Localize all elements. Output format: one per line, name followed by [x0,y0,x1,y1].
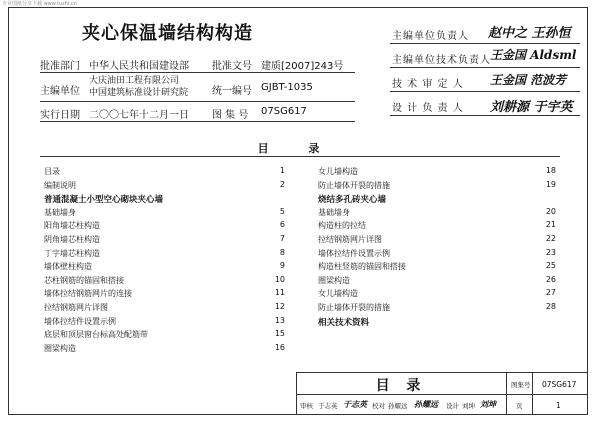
toc-entry-page: 1 [279,166,285,175]
editor-label: 主编单位 [40,86,80,97]
toc-entry-page: 15 [274,329,285,339]
role-rule [390,43,580,44]
toc-entry-page: 26 [545,274,556,284]
design-signature: 刘坤 [480,399,496,409]
toc-entry-page: 5 [279,206,285,216]
role-tech-reviewer: 技 术 审 定 人 [392,79,464,90]
approve-doc-label: 批准文号 [212,61,252,72]
toc-heading: 目 录 [257,142,338,155]
info-rule [40,121,355,122]
role-rule [390,67,580,68]
toc-entry-page: 28 [545,302,556,311]
toc-entry-page: 27 [545,288,556,298]
page-value: 1 [556,401,561,410]
toc-entry-title: 构造柱的拉结 [318,221,366,231]
toc-entry-page: 16 [274,342,285,352]
toc-entry-title: 阴角墙芯柱构造 [44,235,100,244]
toc-entry-title: 芯柱钢筋的锚固和搭接 [44,275,124,285]
toc-entry-title: 防止墙体开裂的措施 [318,303,390,312]
role-chief-tech-head: 主编单位技术负责人 [392,55,491,66]
code-value: GJBT-1035 [261,82,313,93]
toc-entry-page: 2 [279,179,285,189]
info-rule [40,101,355,102]
info-rule [40,72,355,73]
toc-entry-page: 11 [274,288,285,298]
check-label: 校对 [372,402,385,410]
toc-entry-title: 圈梁构造 [318,275,350,285]
toc-rule [40,156,560,157]
toc-entry-page: 21 [545,220,556,230]
toc-entry-page: 18 [545,166,556,175]
toc-entry-page: 9 [279,261,285,271]
code-label: 统一编号 [212,86,252,97]
toc-entry-page: 10 [274,274,285,284]
signature: 刘耕源 于宇英 [490,100,573,115]
titleblock-atlas-value: 07SG617 [542,380,577,389]
role-chief-unit-head: 主编单位负责人 [392,31,469,42]
approve-doc-value: 建质[2007]243号 [261,61,344,72]
toc-entry-title: 基础墙身 [44,207,76,217]
toc-entry-title: 编制说明 [44,180,76,190]
editor-line-1: 大庆油田工程有限公司 [89,76,180,86]
toc-entry-title: 目录 [44,167,60,176]
role-rule [390,91,580,92]
titleblock-rule [296,372,588,373]
approve-dept-label: 批准部门 [40,61,80,72]
toc-entry-page: 7 [279,234,285,243]
toc-entry-title: 女儿墙构造 [318,167,358,176]
review-signature: 于志英 [343,399,367,409]
toc-entry-page: 22 [545,234,556,243]
toc-entry-title: 圈梁构造 [44,343,76,353]
toc-entry-page: 8 [279,247,285,257]
titleblock-rule [532,372,533,415]
page-label: 页 [516,402,523,410]
toc-entry-title: 防止墙体开裂的措施 [318,180,390,190]
toc-entry-page: 23 [545,247,556,257]
titleblock-name: 目 录 [375,378,427,394]
watermark: 专业图纸分享下载 www.tuzhi.cn [2,1,77,7]
toc-entry-page: 13 [274,315,285,325]
toc-entry-title: 墙体拉结件设置示例 [318,248,390,258]
signature: 王金国 范波芳 [490,73,567,87]
atlas-value: 07SG617 [261,106,307,117]
toc-entry-page: 25 [545,261,556,271]
toc-entry-page: 6 [279,220,285,230]
design-name: 刘坤 [462,402,475,410]
document-title: 夹心保温墙结构构造 [82,23,253,44]
toc-section-heading: 普通混凝土小型空心砌块夹心墙 [44,195,164,206]
titleblock-rule [506,372,507,415]
date-label: 实行日期 [40,110,80,121]
signature: 王金国 Aldsml [490,48,577,62]
toc-entry-title: 墙体拉结件设置示例 [44,316,116,326]
toc-entry-title: 墙体拉结钢筋网片的连接 [44,289,132,299]
review-name: 于志英 [318,402,338,410]
toc-section-heading: 烧结多孔砖夹心墙 [318,195,387,206]
toc-entry-title: 底层和顶层窗台标高处配筋带 [44,330,148,340]
toc-entry-title: 拉结钢筋网片详图 [318,235,382,244]
editor-line-2: 中国建筑标准设计研究院 [89,88,189,98]
check-signature: 孙耀远 [414,399,438,409]
toc-entry-title: 拉结钢筋网片详图 [44,303,108,312]
toc-entry-page: 20 [545,206,556,216]
titleblock-atlas-label: 图集号 [511,381,531,389]
role-design-lead: 设 计 负 责 人 [392,103,464,114]
atlas-label: 图 集 号 [212,110,249,121]
design-label: 设计 [446,402,459,410]
role-rule [390,115,580,116]
toc-entry-page: 19 [545,179,556,189]
toc-entry-title: 女儿墙构造 [318,289,358,299]
toc-entry-title: 基础墙身 [318,207,350,217]
toc-section-heading: 相关技术资料 [318,317,370,328]
review-label: 审核 [300,402,313,410]
toc-entry-title: 构造柱竖筋的锚固和搭接 [318,262,406,272]
toc-entry-title: 墙体壁柱构造 [44,262,92,272]
approve-dept-value: 中华人民共和国建设部 [89,61,189,72]
toc-entry-title: 丁字墙芯柱构造 [44,248,100,258]
check-name: 孙耀远 [388,402,408,410]
signature: 赵中之 王孙恒 [488,26,571,41]
toc-entry-page: 12 [274,302,285,311]
toc-entry-title: 阳角墙芯柱构造 [44,221,100,231]
date-value: 二〇〇七年十二月一日 [89,110,189,121]
